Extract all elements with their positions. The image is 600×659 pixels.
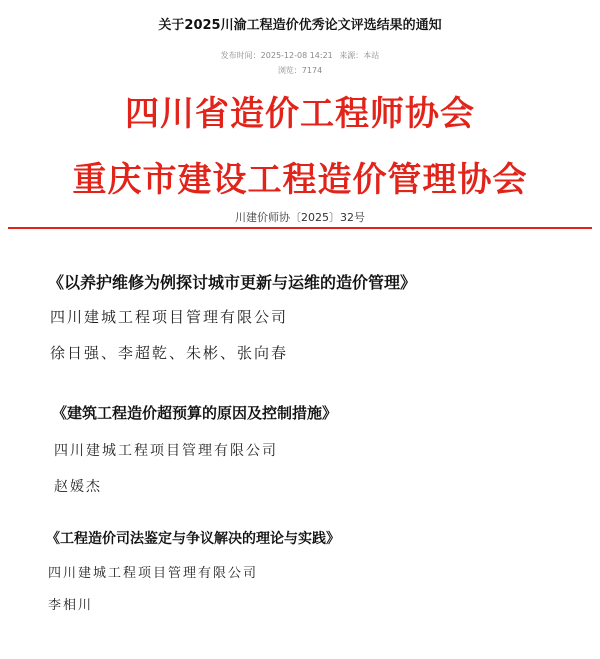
entry-title: 《以养护维修为例探讨城市更新与运维的造价管理》 (48, 273, 417, 292)
entry-organization: 四川建城工程项目管理有限公司 (50, 308, 289, 326)
entry-organization: 四川建城工程项目管理有限公司 (54, 443, 278, 459)
entry-title: 《工程造价司法鉴定与争议解决的理论与实践》 (46, 531, 340, 547)
entry-authors: 徐日强、李超乾、朱彬、张向春 (50, 344, 289, 362)
entry-authors: 李相川 (48, 598, 94, 613)
letterhead-org-sichuan: 四川省造价工程师协会 (125, 94, 475, 134)
entry-authors: 赵媛杰 (54, 479, 102, 495)
document-number: 川建价师协〔2025〕32号 (235, 211, 365, 224)
page-title: 关于2025川渝工程造价优秀论文评选结果的通知 (158, 18, 442, 33)
entry-title: 《建筑工程造价超预算的原因及控制措施》 (52, 404, 338, 422)
article-meta (0, 50, 600, 61)
publish-time: 发布时间：2025-12-08 14:21 (220, 51, 333, 60)
source: 来源：本站 (339, 51, 380, 60)
letterhead-divider (8, 227, 592, 229)
letterhead-org-chongqing: 重庆市建设工程造价管理协会 (72, 160, 528, 200)
entry-organization: 四川建城工程项目管理有限公司 (48, 566, 259, 581)
view-count: 浏览：7174 (277, 66, 323, 75)
